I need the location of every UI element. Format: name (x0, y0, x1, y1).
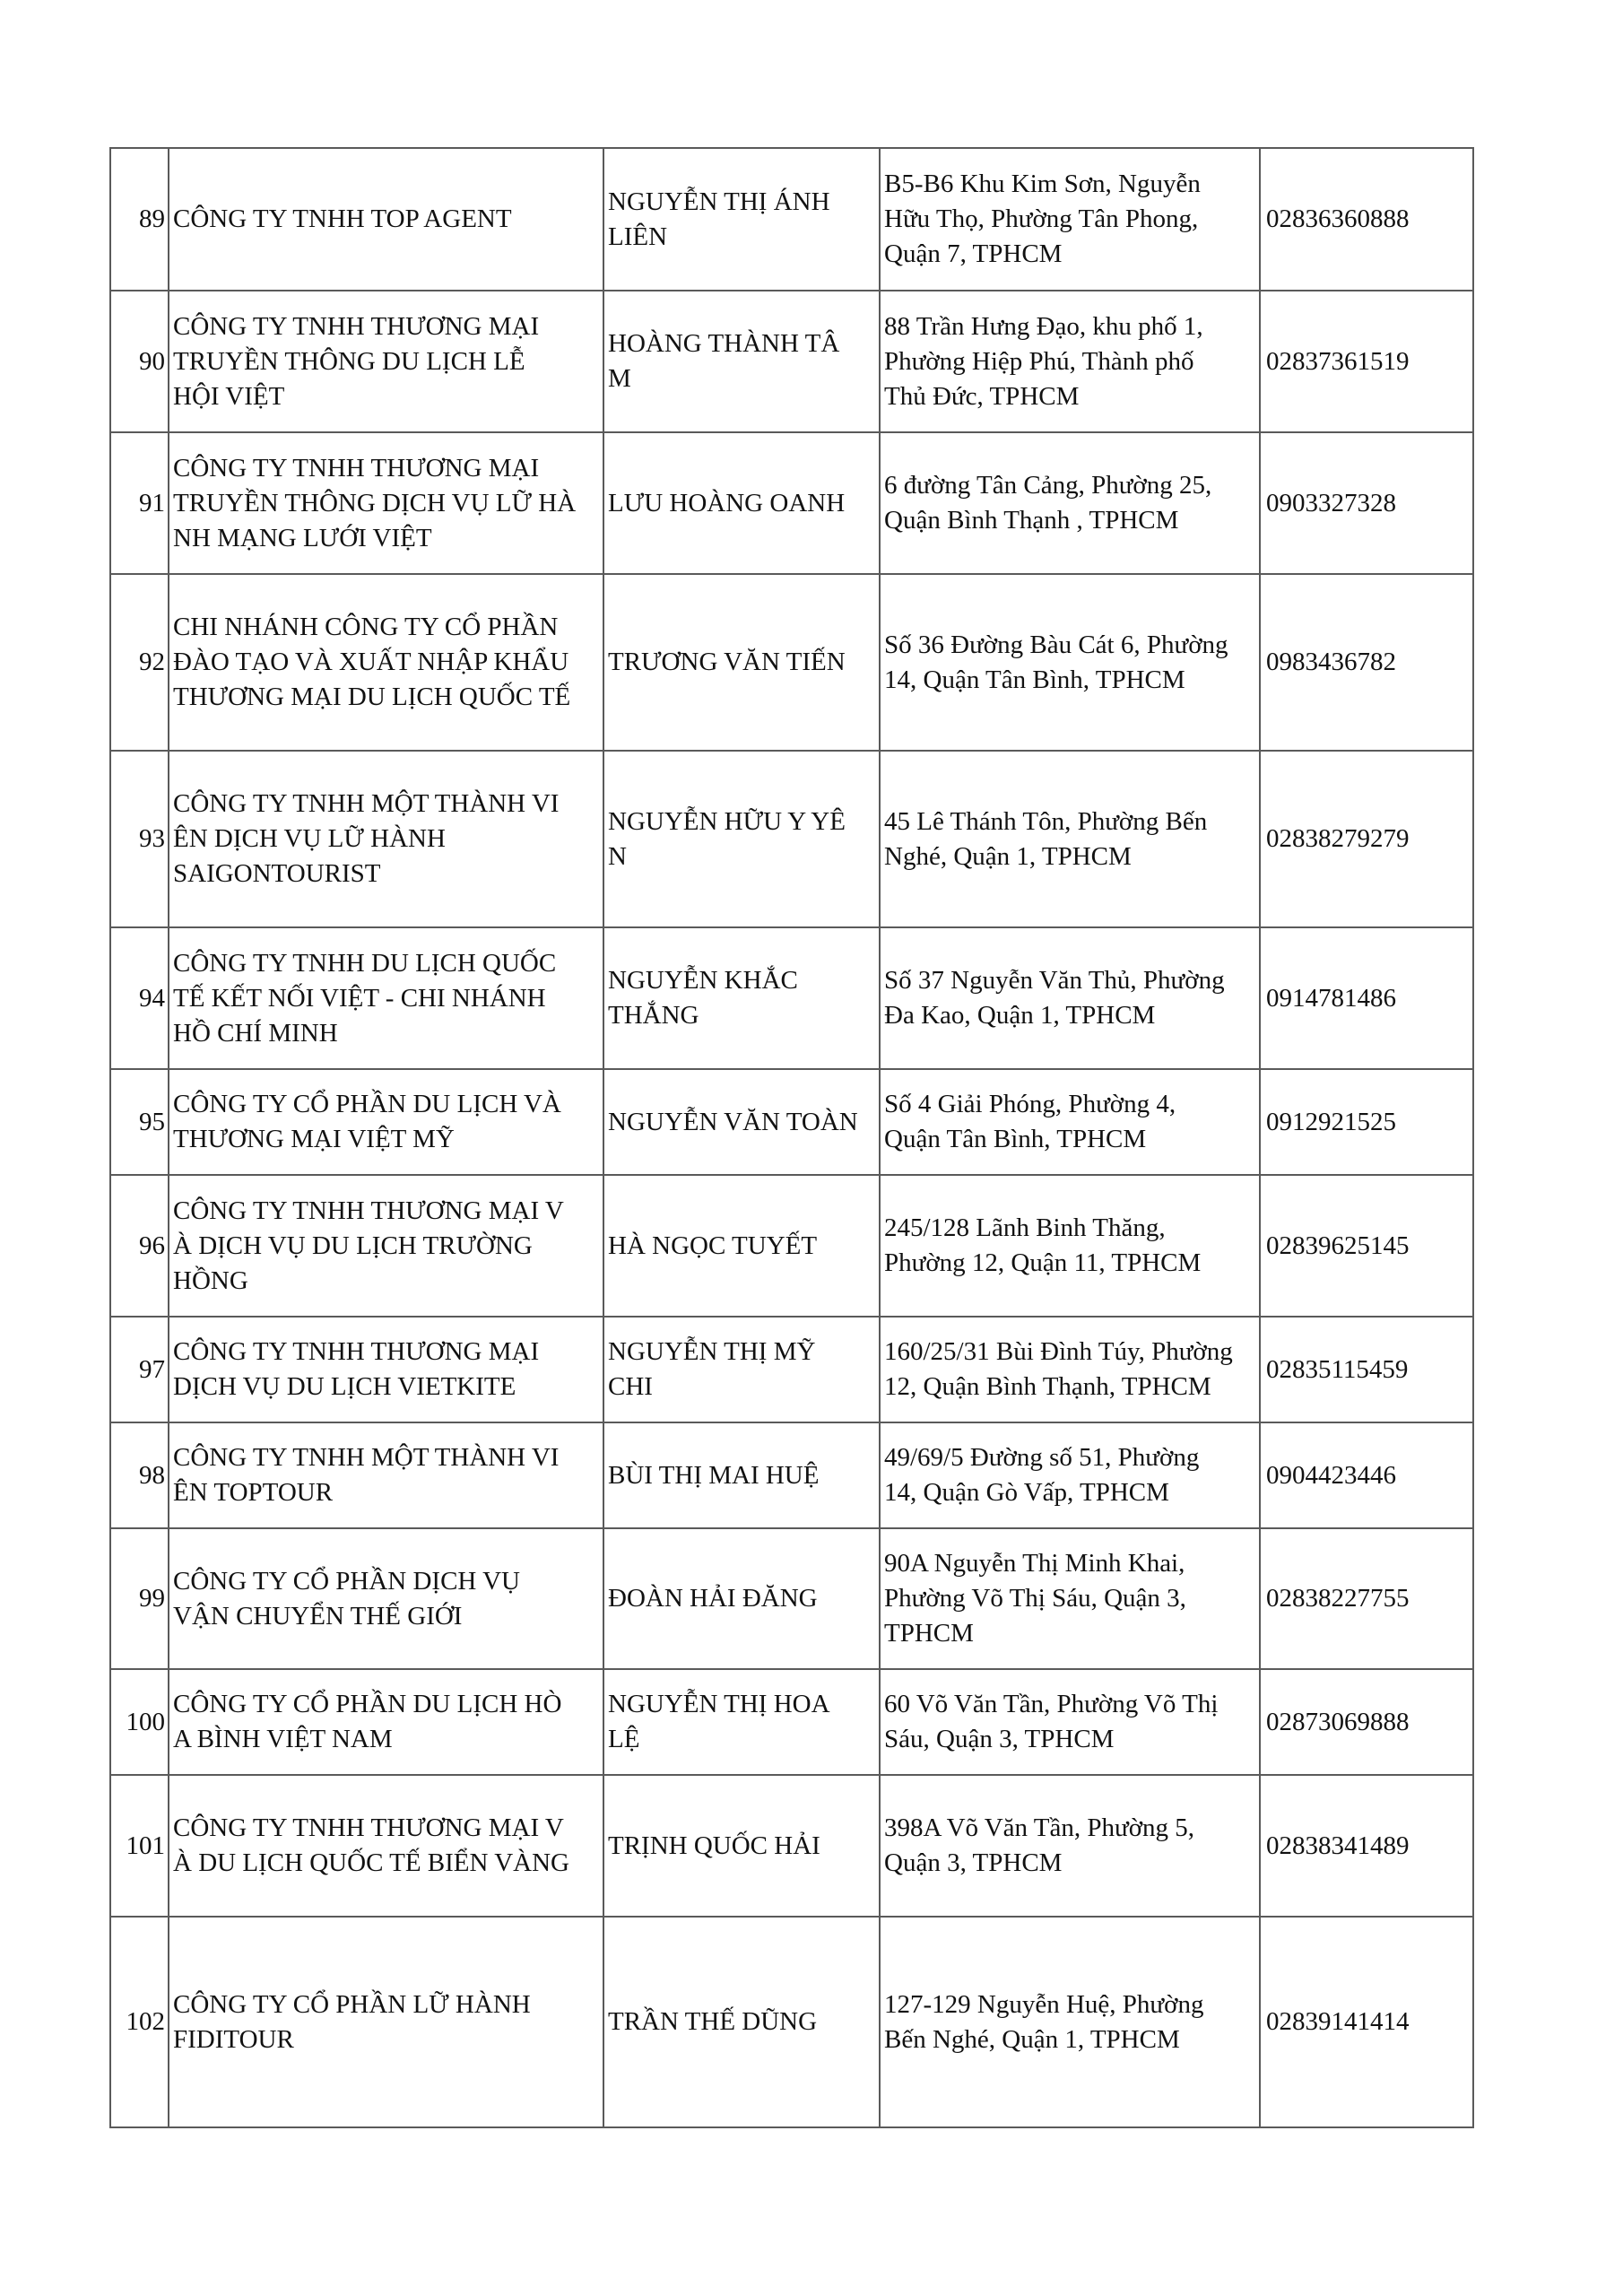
company-address: Số 4 Giải Phóng, Phường 4, Quận Tân Bình, TPHCM (880, 1069, 1260, 1175)
company-name: CÔNG TY TNHH THƯƠNG MẠI DỊCH VỤ DU LỊCH VIETKITE (169, 1317, 603, 1422)
table-row (110, 751, 1473, 927)
phone-number: 02838279279 (1260, 751, 1473, 927)
row-number: 91 (110, 432, 169, 574)
phone-number: 02836360888 (1260, 148, 1473, 291)
table-row (110, 1422, 1473, 1528)
company-name: CÔNG TY TNHH DU LỊCH QUỐC TẾ KẾT NỐI VIỆT - CHI NHÁNH HỒ CHÍ MINH (169, 927, 603, 1069)
phone-number: 02838341489 (1260, 1775, 1473, 1917)
row-number: 95 (110, 1069, 169, 1175)
phone-number: 0904423446 (1260, 1422, 1473, 1528)
representative-name: TRỊNH QUỐC HẢI (603, 1775, 880, 1917)
representative-name: NGUYỄN THỊ MỸ CHI (603, 1317, 880, 1422)
table-row (110, 574, 1473, 751)
table-row (110, 1528, 1473, 1669)
representative-name: NGUYỄN VĂN TOÀN (603, 1069, 880, 1175)
company-address: Số 36 Đường Bàu Cát 6, Phường 14, Quận Tân Bình, TPHCM (880, 574, 1260, 751)
representative-name: HÀ NGỌC TUYẾT (603, 1175, 880, 1317)
table-row (110, 1669, 1473, 1775)
row-number: 94 (110, 927, 169, 1069)
representative-name: LƯU HOÀNG OANH (603, 432, 880, 574)
company-name: CÔNG TY TNHH TOP AGENT (169, 148, 603, 291)
phone-number: 02837361519 (1260, 291, 1473, 432)
company-name: CÔNG TY CỔ PHẦN DỊCH VỤ VẬN CHUYỂN THẾ GIỚI (169, 1528, 603, 1669)
row-number: 99 (110, 1528, 169, 1669)
table-row (110, 1775, 1473, 1917)
phone-number: 02839141414 (1260, 1917, 1473, 2127)
company-address: B5-B6 Khu Kim Sơn, Nguyễn Hữu Thọ, Phường Tân Phong, Quận 7, TPHCM (880, 148, 1260, 291)
company-name: CÔNG TY TNHH MỘT THÀNH VI ÊN TOPTOUR (169, 1422, 603, 1528)
company-address: 245/128 Lãnh Binh Thăng, Phường 12, Quận 11, TPHCM (880, 1175, 1260, 1317)
row-number: 89 (110, 148, 169, 291)
table-row (110, 432, 1473, 574)
company-address: 6 đường Tân Cảng, Phường 25, Quận Bình Thạnh , TPHCM (880, 432, 1260, 574)
company-name: CÔNG TY TNHH THƯƠNG MẠI TRUYỀN THÔNG DU LỊCH LỄ HỘI VIỆT (169, 291, 603, 432)
company-name: CÔNG TY CỔ PHẦN LỮ HÀNH FIDITOUR (169, 1917, 603, 2127)
row-number: 101 (110, 1775, 169, 1917)
company-name: CÔNG TY TNHH THƯƠNG MẠI V À DỊCH VỤ DU LỊCH TRƯỜNG HỒNG (169, 1175, 603, 1317)
row-number: 93 (110, 751, 169, 927)
company-address: 127-129 Nguyễn Huệ, Phường Bến Nghé, Quận 1, TPHCM (880, 1917, 1260, 2127)
table-row (110, 1069, 1473, 1175)
phone-number: 02838227755 (1260, 1528, 1473, 1669)
company-name: CÔNG TY TNHH THƯƠNG MẠI V À DU LỊCH QUỐC TẾ BIỂN VÀNG (169, 1775, 603, 1917)
company-address: 60 Võ Văn Tần, Phường Võ Thị Sáu, Quận 3, TPHCM (880, 1669, 1260, 1775)
row-number: 98 (110, 1422, 169, 1528)
company-address: Số 37 Nguyễn Văn Thủ, Phường Đa Kao, Quận 1, TPHCM (880, 927, 1260, 1069)
company-address: 90A Nguyễn Thị Minh Khai, Phường Võ Thị Sáu, Quận 3, TPHCM (880, 1528, 1260, 1669)
table-row (110, 1175, 1473, 1317)
row-number: 92 (110, 574, 169, 751)
representative-name: TRẦN THẾ DŨNG (603, 1917, 880, 2127)
representative-name: HOÀNG THÀNH TÂ M (603, 291, 880, 432)
table-row (110, 1917, 1473, 2127)
phone-number: 0983436782 (1260, 574, 1473, 751)
table-row (110, 927, 1473, 1069)
representative-name: BÙI THỊ MAI HUỆ (603, 1422, 880, 1528)
company-address: 45 Lê Thánh Tôn, Phường Bến Nghé, Quận 1, TPHCM (880, 751, 1260, 927)
company-address: 398A Võ Văn Tần, Phường 5, Quận 3, TPHCM (880, 1775, 1260, 1917)
representative-name: NGUYỄN THỊ ÁNH LIÊN (603, 148, 880, 291)
company-name: CÔNG TY TNHH THƯƠNG MẠI TRUYỀN THÔNG DỊCH VỤ LỮ HÀ NH MẠNG LƯỚI VIỆT (169, 432, 603, 574)
phone-number: 02839625145 (1260, 1175, 1473, 1317)
phone-number: 02873069888 (1260, 1669, 1473, 1775)
company-name: CÔNG TY CỔ PHẦN DU LỊCH VÀ THƯƠNG MẠI VIỆT MỸ (169, 1069, 603, 1175)
row-number: 90 (110, 291, 169, 432)
row-number: 96 (110, 1175, 169, 1317)
company-table (109, 147, 1474, 2128)
representative-name: ĐOÀN HẢI ĐĂNG (603, 1528, 880, 1669)
phone-number: 0912921525 (1260, 1069, 1473, 1175)
company-address: 49/69/5 Đường số 51, Phường 14, Quận Gò Vấp, TPHCM (880, 1422, 1260, 1528)
row-number: 97 (110, 1317, 169, 1422)
company-address: 88 Trần Hưng Đạo, khu phố 1, Phường Hiệp Phú, Thành phố Thủ Đức, TPHCM (880, 291, 1260, 432)
company-name: CÔNG TY TNHH MỘT THÀNH VI ÊN DỊCH VỤ LỮ HÀNH SAIGONTOURIST (169, 751, 603, 927)
table-row (110, 148, 1473, 291)
representative-name: NGUYỄN THỊ HOA LỆ (603, 1669, 880, 1775)
company-table-body (110, 148, 1473, 2127)
table-row (110, 1317, 1473, 1422)
company-address: 160/25/31 Bùi Đình Túy, Phường 12, Quận Bình Thạnh, TPHCM (880, 1317, 1260, 1422)
table-row (110, 291, 1473, 432)
phone-number: 0914781486 (1260, 927, 1473, 1069)
phone-number: 02835115459 (1260, 1317, 1473, 1422)
row-number: 100 (110, 1669, 169, 1775)
representative-name: NGUYỄN HỮU Y YÊ N (603, 751, 880, 927)
representative-name: TRƯƠNG VĂN TIẾN (603, 574, 880, 751)
phone-number: 0903327328 (1260, 432, 1473, 574)
representative-name: NGUYỄN KHẮC THẮNG (603, 927, 880, 1069)
company-name: CÔNG TY CỔ PHẦN DU LỊCH HÒ A BÌNH VIỆT NAM (169, 1669, 603, 1775)
row-number: 102 (110, 1917, 169, 2127)
company-name: CHI NHÁNH CÔNG TY CỔ PHẦN ĐÀO TẠO VÀ XUẤT NHẬP KHẨU THƯƠNG MẠI DU LỊCH QUỐC TẾ (169, 574, 603, 751)
